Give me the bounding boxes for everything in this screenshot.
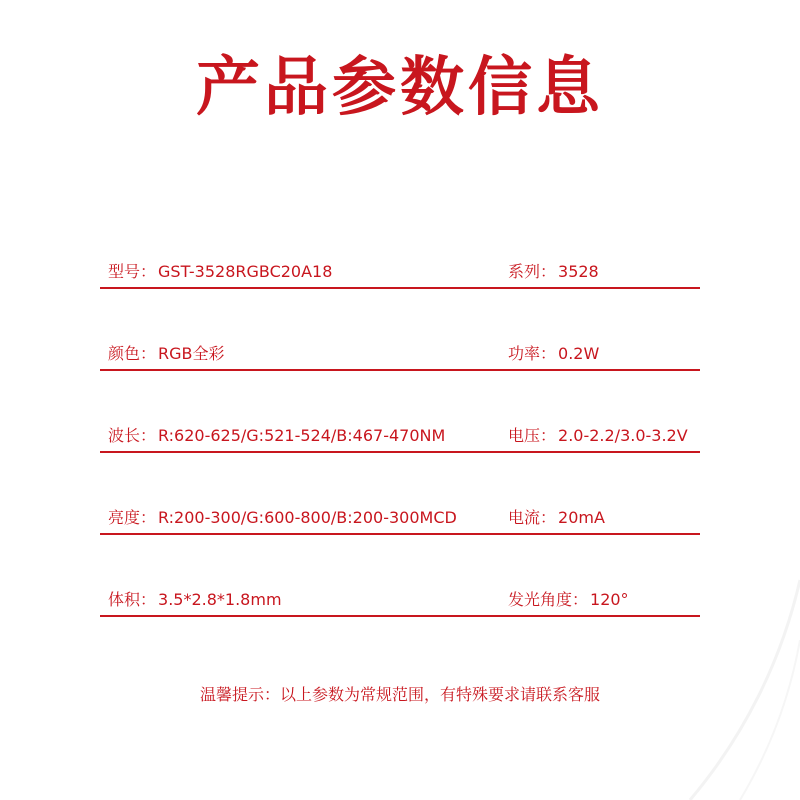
spec-value: GST-3528RGBC20A18 <box>158 262 333 281</box>
spec-table <box>100 248 700 658</box>
spec-value: 0.2W <box>558 344 600 363</box>
spec-current <box>508 506 605 530</box>
spec-value: 2.0-2.2/3.0-3.2V <box>558 426 688 445</box>
spec-value: R:200-300/G:600-800/B:200-300MCD <box>158 508 457 527</box>
spec-label: 亮度： <box>108 508 157 527</box>
spec-model <box>108 260 332 284</box>
spec-row-model <box>100 248 700 330</box>
spec-label: 型号： <box>108 262 157 281</box>
spec-value: 20mA <box>558 508 605 527</box>
spec-brightness <box>108 506 457 530</box>
spec-label: 发光角度： <box>508 590 589 609</box>
spec-label: 颜色： <box>108 344 157 363</box>
spec-label: 电压： <box>508 426 557 445</box>
spec-series <box>508 260 599 284</box>
spec-viewing-angle <box>508 588 629 612</box>
spec-label: 功率： <box>508 344 557 363</box>
spec-label: 系列： <box>508 262 557 281</box>
spec-label: 电流： <box>508 508 557 527</box>
spec-row-wavelength <box>100 412 700 494</box>
spec-value: 3.5*2.8*1.8mm <box>158 590 282 609</box>
spec-row-brightness <box>100 494 700 576</box>
spec-value: 3528 <box>558 262 599 281</box>
spec-row-color <box>100 330 700 412</box>
page-title: 产品参数信息 <box>196 51 604 125</box>
spec-voltage <box>508 424 688 448</box>
notice-text: 温馨提示：以上参数为常规范围，有特殊要求请联系客服 <box>199 685 600 704</box>
spec-value: 120° <box>590 590 629 609</box>
spec-row-size <box>100 576 700 658</box>
spec-label: 体积： <box>108 590 157 609</box>
spec-label: 波长： <box>108 426 157 445</box>
spec-size <box>108 588 282 612</box>
spec-wavelength <box>108 424 445 448</box>
spec-value: R:620-625/G:521-524/B:467-470NM <box>158 426 446 445</box>
spec-color <box>108 342 225 366</box>
spec-value: RGB全彩 <box>158 344 225 363</box>
spec-power <box>508 342 599 366</box>
